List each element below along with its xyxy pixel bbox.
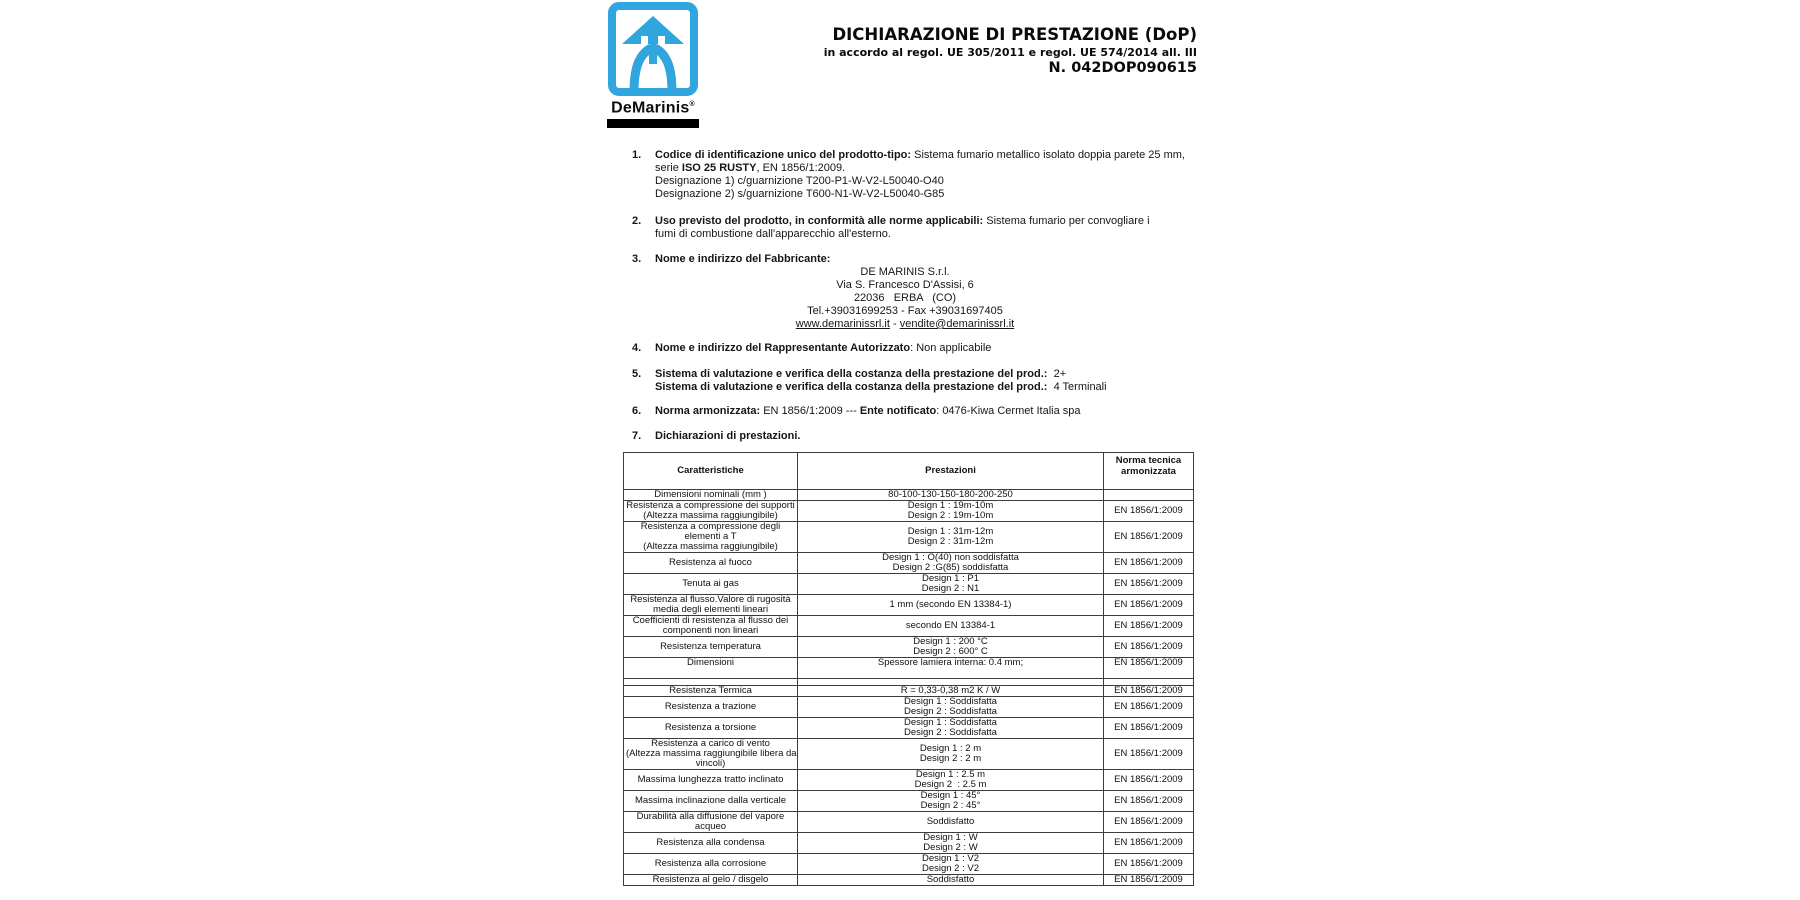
cell-line: Design 2 : 2.5 m	[914, 779, 987, 790]
text-segment: Designazione 1) c/guarnizione T200-P1-W-V2-L50040-O40	[655, 175, 944, 187]
doc-item-3	[632, 253, 1198, 331]
cell-line: Design 1 : 19m-10m	[907, 500, 994, 511]
cell-caratteristica	[624, 658, 798, 679]
text-segment: 4 Terminali	[1047, 381, 1107, 393]
cell-line: Dimensioni nominali (mm )	[654, 489, 767, 500]
cell-line: Resistenza a torsione	[664, 722, 757, 733]
cell-prestazione	[798, 791, 1104, 812]
cell-norma	[1104, 686, 1194, 697]
dop-table	[623, 452, 1194, 886]
cell-prestazione	[798, 658, 1104, 679]
text-line	[655, 266, 1155, 279]
cell-line: Tenuta ai gas	[682, 578, 739, 589]
table-row	[624, 686, 1194, 697]
cell-caratteristica	[624, 616, 798, 637]
doc-item-2	[632, 215, 1198, 241]
cell-line: elementi a T	[684, 531, 737, 542]
cell-norma	[1104, 875, 1194, 886]
cell-caratteristica	[624, 501, 798, 522]
text-segment: Sistema fumario per convogliare i	[983, 215, 1150, 227]
cell-line: Resistenza a trazione	[664, 701, 757, 712]
table-row	[624, 739, 1194, 770]
cell-norma	[1104, 595, 1194, 616]
text-segment: , EN 1856/1:2009.	[756, 162, 846, 174]
text-segment: serie	[655, 162, 682, 174]
items-list	[632, 149, 1198, 449]
cell-norma	[1104, 718, 1194, 739]
cell-line: EN 1856/1:2009	[1114, 531, 1183, 542]
table-row	[624, 854, 1194, 875]
table-row	[624, 812, 1194, 833]
cell-norma	[1104, 812, 1194, 833]
item-number: 7.	[632, 430, 642, 442]
cell-line: secondo EN 13384-1	[905, 620, 996, 631]
cell-line: 1 mm (secondo EN 13384-1)	[889, 599, 1012, 610]
table-row	[624, 616, 1194, 637]
cell-line: EN 1856/1:2009	[1114, 701, 1183, 712]
item-number: 3.	[632, 253, 642, 265]
table-row	[624, 501, 1194, 522]
text-segment: Sistema fumario metallico isolato doppia parete 25 mm,	[911, 149, 1185, 161]
cell-caratteristica	[624, 637, 798, 658]
table-row	[624, 833, 1194, 854]
text-segment: DE MARINIS S.r.l.	[860, 266, 950, 278]
cell-line: Resistenza alla corrosione	[654, 858, 767, 869]
cell-norma	[1104, 501, 1194, 522]
cell-line: media degli elementi lineari	[652, 604, 769, 615]
item-number: 2.	[632, 215, 642, 227]
text-segment: Nome e indirizzo del Rappresentante Autorizzato	[655, 342, 911, 354]
header-prestazioni	[798, 453, 1104, 490]
cell-prestazione	[798, 739, 1104, 770]
cell-line: Dimensioni	[687, 657, 734, 668]
document-number: N. 042DOP090615	[1048, 60, 1197, 76]
cell-prestazione	[798, 595, 1104, 616]
cell-line: Resistenza al fuoco	[669, 557, 752, 568]
cell-line: Resistenza Termica	[669, 685, 752, 696]
cell-line: componenti non lineari	[662, 625, 759, 636]
text-line	[655, 381, 1198, 394]
cell-prestazione	[798, 679, 1104, 686]
doc-item-4	[632, 342, 1198, 355]
text-segment: EN 1856/1:2009 ---	[760, 405, 860, 417]
table-row	[624, 697, 1194, 718]
cell-line: EN 1856/1:2009	[1114, 599, 1183, 610]
cell-line: Design 2 : 31m-12m	[907, 536, 994, 547]
text-segment: Dichiarazioni di prestazioni.	[655, 430, 801, 442]
cell-line: EN 1856/1:2009	[1114, 722, 1183, 733]
cell-norma	[1104, 739, 1194, 770]
table-row	[624, 658, 1194, 679]
table-row	[624, 595, 1194, 616]
cell-norma	[1104, 637, 1194, 658]
text-line	[655, 253, 1198, 266]
cell-line: EN 1856/1:2009	[1114, 795, 1183, 806]
cell-prestazione	[798, 718, 1104, 739]
cell-caratteristica	[624, 718, 798, 739]
table-row	[624, 637, 1194, 658]
cell-norma	[1104, 791, 1194, 812]
cell-norma	[1104, 658, 1194, 679]
text-segment: Codice di identificazione unico del prodotto-tipo:	[655, 149, 912, 161]
text-segment: Designazione 2) s/guarnizione T600-N1-W-V2-L50040-G85	[655, 188, 945, 200]
table-row	[624, 574, 1194, 595]
text-segment: 2+	[1047, 368, 1067, 380]
cell-caratteristica	[624, 791, 798, 812]
cell-line: EN 1856/1:2009	[1114, 685, 1183, 696]
cell-line: Design 2 : Soddisfatta	[904, 706, 997, 717]
table-empty-row	[624, 679, 1194, 686]
cell-line: vincoli)	[695, 758, 726, 769]
cell-line: EN 1856/1:2009	[1114, 874, 1183, 885]
table-header-row	[624, 453, 1194, 490]
item-number: 4.	[632, 342, 642, 354]
text-segment: fumi di combustione dall'apparecchio all'esterno.	[655, 228, 891, 240]
cell-line: acqueo	[694, 821, 727, 832]
cell-line: Resistenza alla condensa	[656, 837, 765, 848]
header-line: Prestazioni	[925, 464, 976, 476]
text-line	[655, 228, 1198, 241]
cell-line: (Altezza massima raggiungibile libera da	[626, 748, 797, 759]
text-segment: Via S. Francesco D'Assisi, 6	[836, 279, 974, 291]
doc-item-1	[632, 149, 1198, 201]
text-line	[655, 188, 1198, 201]
cell-norma	[1104, 522, 1194, 553]
logo-underline-bar	[607, 119, 699, 128]
cell-line: Resistenza al flusso.Valore di rugosità	[630, 594, 791, 605]
cell-prestazione	[798, 522, 1104, 553]
doc-item-5	[632, 368, 1198, 394]
cell-caratteristica	[624, 697, 798, 718]
cell-norma	[1104, 854, 1194, 875]
cell-norma	[1104, 833, 1194, 854]
cell-caratteristica	[624, 854, 798, 875]
text-segment: Tel.+39031699253 - Fax +39031697405	[807, 305, 1003, 317]
cell-line: (Altezza massima raggiungibile)	[643, 541, 778, 552]
cell-line: Design 1 : O(40) non soddisfatta	[882, 552, 1019, 563]
cell-prestazione	[798, 501, 1104, 522]
cell-norma	[1104, 490, 1194, 501]
cell-caratteristica	[624, 595, 798, 616]
text-segment: Ente notificato	[859, 405, 937, 417]
text-line	[655, 175, 1198, 188]
header-caratteristiche	[624, 453, 798, 490]
cell-line: Design 2 : 45°	[920, 800, 981, 811]
cell-line: Design 1 : 45°	[920, 790, 981, 801]
text-line	[655, 162, 1198, 175]
table-row	[624, 770, 1194, 791]
cell-prestazione	[798, 490, 1104, 501]
cell-norma	[1104, 770, 1194, 791]
text-segment: 22036 ERBA (CO)	[853, 292, 957, 304]
cell-line: Design 2 : 19m-10m	[907, 510, 994, 521]
email-link[interactable]: vendite@demarinissrl.it	[899, 318, 1015, 330]
table-row	[624, 718, 1194, 739]
cell-line: Design 2 : 2 m	[919, 753, 982, 764]
text-segment: ISO 25 RUSTY	[681, 162, 757, 174]
cell-prestazione	[798, 812, 1104, 833]
cell-line: EN 1856/1:2009	[1114, 858, 1183, 869]
text-line	[655, 149, 1198, 162]
cell-caratteristica	[624, 770, 798, 791]
text-line	[655, 342, 1198, 355]
cell-line: R = 0,33-0,38 m2 K / W	[900, 685, 1001, 696]
cell-line: Design 2 : Soddisfatta	[904, 727, 997, 738]
text-line	[655, 318, 1155, 331]
cell-line: Resistenza a compressione dei supporti	[626, 500, 795, 511]
cell-prestazione	[798, 854, 1104, 875]
cell-line: Spessore lamiera interna: 0.4 mm;	[877, 657, 1024, 668]
cell-line: EN 1856/1:2009	[1114, 657, 1183, 668]
text-segment: Uso previsto del prodotto, in conformità alle norme applicabili:	[655, 215, 984, 227]
cell-caratteristica	[624, 553, 798, 574]
cell-norma	[1104, 616, 1194, 637]
cell-line: 80-100-130-150-180-200-250	[888, 489, 1013, 500]
cell-line: Massima lunghezza tratto inclinato	[637, 774, 784, 785]
cell-caratteristica	[624, 812, 798, 833]
text-line	[655, 292, 1155, 305]
table-body	[624, 490, 1194, 886]
header-line: armonizzata	[1121, 465, 1176, 477]
text-segment: Norma armonizzata:	[655, 405, 761, 417]
text-line	[655, 430, 1198, 443]
document-header	[557, 25, 1197, 77]
cell-norma	[1104, 679, 1194, 686]
cell-caratteristica	[624, 490, 798, 501]
cell-norma	[1104, 574, 1194, 595]
cell-line: Design 1 : P1	[921, 573, 980, 584]
header-norma	[1104, 453, 1194, 490]
website-link[interactable]: www.demarinissrl.it	[795, 318, 890, 330]
table-row	[624, 875, 1194, 886]
doc-item-6	[632, 405, 1198, 418]
text-line	[655, 405, 1198, 418]
cell-prestazione	[798, 574, 1104, 595]
cell-line: Massima inclinazione dalla verticale	[634, 795, 786, 806]
cell-caratteristica	[624, 522, 798, 553]
cell-line: EN 1856/1:2009	[1114, 620, 1183, 631]
cell-line: Design 2 : 600° C	[913, 646, 988, 657]
table-row	[624, 553, 1194, 574]
cell-line: Coefficienti di resistenza al flusso dei	[632, 615, 789, 626]
cell-line: EN 1856/1:2009	[1114, 774, 1183, 785]
cell-line: Design 2 : V2	[921, 863, 980, 874]
text-segment: : 0476-Kiwa Cermet Italia spa	[936, 405, 1081, 417]
cell-line: EN 1856/1:2009	[1114, 505, 1183, 516]
text-line	[655, 305, 1155, 318]
cell-prestazione	[798, 770, 1104, 791]
cell-line: Resistenza a compressione degli	[640, 521, 781, 532]
table-row	[624, 490, 1194, 501]
cell-line: Design 2 : N1	[921, 583, 980, 594]
cell-line: Design 1 : Soddisfatta	[904, 696, 997, 707]
cell-caratteristica	[624, 875, 798, 886]
cell-line: (Altezza massima raggiungibile)	[643, 510, 778, 521]
cell-caratteristica	[624, 739, 798, 770]
doc-item-7	[632, 430, 1198, 443]
header-line: Norma tecnica	[1115, 455, 1182, 466]
cell-norma	[1104, 553, 1194, 574]
cell-line: Design 1 : 200 °C	[913, 636, 988, 647]
text-line	[655, 215, 1198, 228]
cell-line: Resistenza a carico di vento	[651, 738, 770, 749]
text-segment: Sistema di valutazione e verifica della costanza della prestazione del prod.:	[655, 368, 1048, 380]
cell-line: EN 1856/1:2009	[1114, 816, 1183, 827]
cell-prestazione	[798, 637, 1104, 658]
cell-line: Resistenza al gelo / disgelo	[652, 874, 769, 885]
item-number: 1.	[632, 149, 642, 161]
text-segment: Nome e indirizzo del Fabbricante:	[655, 253, 831, 265]
brand-name: DeMarinis®	[611, 99, 695, 117]
cell-prestazione	[798, 697, 1104, 718]
item-number: 5.	[632, 368, 642, 380]
header-line: Caratteristiche	[677, 464, 744, 476]
cell-line: Design 1 : W	[923, 832, 978, 843]
cell-caratteristica	[624, 679, 798, 686]
text-segment: -	[889, 318, 900, 330]
cell-prestazione	[798, 686, 1104, 697]
cell-line: EN 1856/1:2009	[1114, 837, 1183, 848]
cell-caratteristica	[624, 686, 798, 697]
cell-caratteristica	[624, 574, 798, 595]
page-subtitle: in accordo al regol. UE 305/2011 e regol. UE 574/2014 all. III	[823, 46, 1197, 59]
cell-prestazione	[798, 875, 1104, 886]
cell-prestazione	[798, 833, 1104, 854]
cell-line: Design 1 : V2	[921, 853, 980, 864]
cell-line: Design 1 : 2.5 m	[915, 769, 986, 780]
cell-line: Soddisfatto	[926, 874, 975, 885]
cell-norma	[1104, 697, 1194, 718]
cell-line: EN 1856/1:2009	[1114, 557, 1183, 568]
cell-line: Design 1 : 31m-12m	[907, 526, 994, 537]
cell-line: Durabilità alla diffusione del vapore	[636, 811, 785, 822]
cell-prestazione	[798, 616, 1104, 637]
cell-caratteristica	[624, 833, 798, 854]
text-line	[655, 279, 1155, 292]
table-row	[624, 522, 1194, 553]
registered-mark: ®	[689, 101, 695, 108]
text-segment: Sistema di valutazione e verifica della costanza della prestazione del prod.:	[655, 381, 1048, 393]
cell-line: Design 1 : 2 m	[919, 743, 982, 754]
page-title: DICHIARAZIONE DI PRESTAZIONE (DoP)	[832, 25, 1197, 44]
text-segment: : Non applicabile	[910, 342, 992, 354]
cell-line: EN 1856/1:2009	[1114, 641, 1183, 652]
table-row	[624, 791, 1194, 812]
table-head	[624, 453, 1194, 490]
cell-line: Design 1 : Soddisfatta	[904, 717, 997, 728]
item-number: 6.	[632, 405, 642, 417]
cell-line: Design 2 : W	[923, 842, 978, 853]
cell-prestazione	[798, 553, 1104, 574]
cell-line: Design 2 :G(85) soddisfatta	[892, 562, 1009, 573]
text-line	[655, 368, 1198, 381]
cell-line: Soddisfatto	[926, 816, 975, 827]
cell-line: EN 1856/1:2009	[1114, 578, 1183, 589]
cell-line: Resistenza temperatura	[660, 641, 761, 652]
cell-line: EN 1856/1:2009	[1114, 748, 1183, 759]
